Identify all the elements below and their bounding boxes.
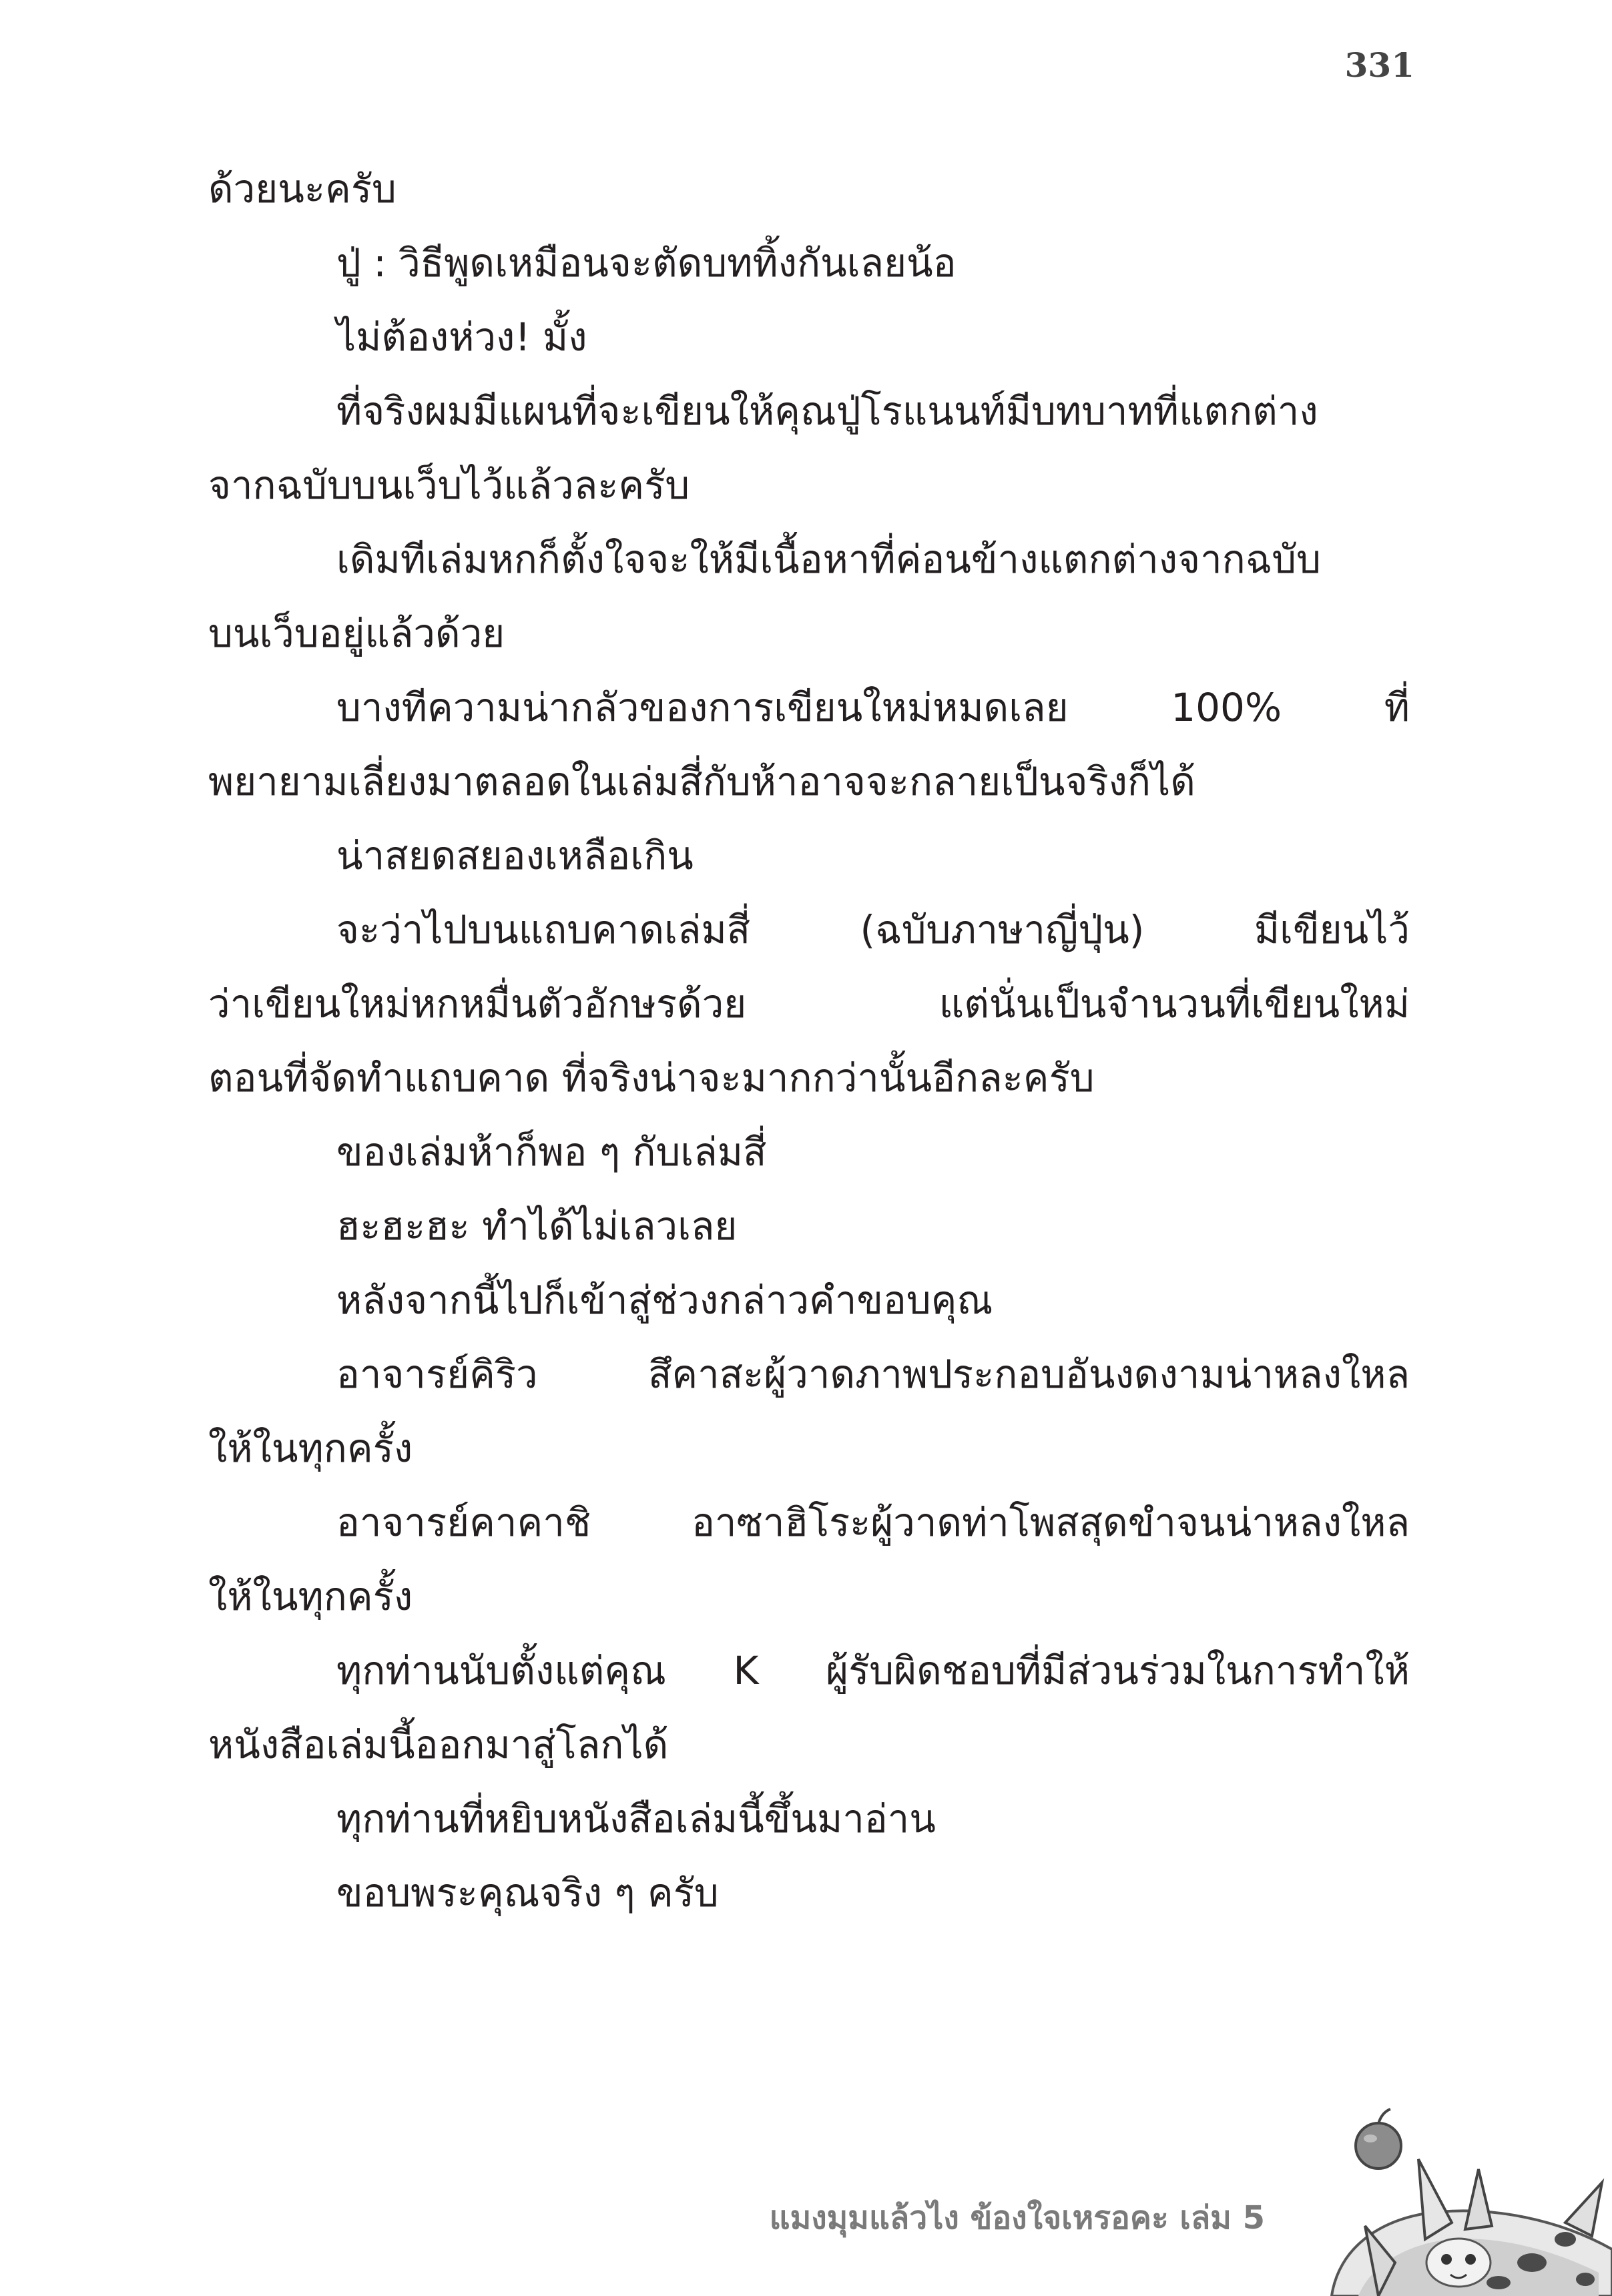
- text-line: ทุกท่านที่หยิบหนังสือเล่มนี้ขึ้นมาอ่าน: [336, 1796, 936, 1841]
- text-line: ให้ในทุกครั้ง: [208, 1574, 413, 1619]
- text-line: หนังสือเล่มนี้ออกมาสู่โลกได้: [208, 1722, 669, 1767]
- text-line: อาจารย์คิริว สึคาสะผู้วาดภาพประกอบอันงดงามน่าหลงใหล: [336, 1352, 1410, 1397]
- text-line: ด้วยนะครับ: [208, 166, 396, 212]
- text-line: ทุกท่านนับตั้งแต่คุณ K ผู้รับผิดชอบที่มีส่วนร่วมในการทำให้: [336, 1648, 1410, 1693]
- text-line: ให้ในทุกครั้ง: [208, 1426, 413, 1471]
- text-line: ฮะฮะฮะ ทำได้ไม่เลวเลย: [336, 1203, 738, 1249]
- text-line: หลังจากนี้ไปก็เข้าสู่ช่วงกล่าวคำขอบคุณ: [336, 1277, 993, 1323]
- text-line: อาจารย์คาคาชิ อาซาฮิโระผู้วาดท่าโพสสุดขำจนน่าหลงใหล: [336, 1500, 1410, 1545]
- text-line: พยายามเลี่ยงมาตลอดในเล่มสี่กับห้าอาจจะกลายเป็นจริงก็ได้: [208, 759, 1195, 804]
- text-line: บางทีความน่ากลัวของการเขียนใหม่หมดเลย 100% ที่: [336, 685, 1410, 730]
- text-line: ปู่ : วิธีพูดเหมือนจะตัดบททิ้งกันเลยน้อ: [336, 240, 957, 286]
- text-line: จะว่าไปบนแถบคาดเล่มสี่ (ฉบับภาษาญี่ปุ่น) มีเขียนไว้: [336, 907, 1410, 952]
- body-text: [208, 152, 1410, 1930]
- text-line: ว่าเขียนใหม่หกหมื่นตัวอักษรด้วย แต่นั่นเป็นจำนวนที่เขียนใหม่: [208, 981, 1410, 1027]
- spider-mascot-illustration: [1278, 2096, 1612, 2296]
- text-line: ไม่ต้องห่วง! มั้ง: [336, 314, 587, 360]
- text-line: จากฉบับบนเว็บไว้แล้วละครับ: [208, 463, 690, 508]
- text-line: ขอบพระคุณจริง ๆ ครับ: [336, 1870, 719, 1916]
- text-line: บนเว็บอยู่แล้วด้วย: [208, 611, 505, 656]
- footer-book-title: แมงมุมแล้วไง ข้องใจเหรอคะ เล่ม 5: [769, 2199, 1265, 2237]
- text-line: น่าสยดสยองเหลือเกิน: [336, 833, 694, 878]
- text-line: เดิมทีเล่มหกก็ตั้งใจจะให้มีเนื้อหาที่ค่อนข้างแตกต่างจากฉบับ: [336, 537, 1321, 582]
- text-line: ของเล่มห้าก็พอ ๆ กับเล่มสี่: [336, 1129, 767, 1175]
- text-line: ตอนที่จัดทำแถบคาด ที่จริงน่าจะมากกว่านั้นอีกละครับ: [208, 1055, 1095, 1101]
- page-number: 331: [1344, 45, 1414, 85]
- text-line: ที่จริงผมมีแผนที่จะเขียนให้คุณปู่โรแนนท์มีบทบาทที่แตกต่าง: [336, 388, 1318, 434]
